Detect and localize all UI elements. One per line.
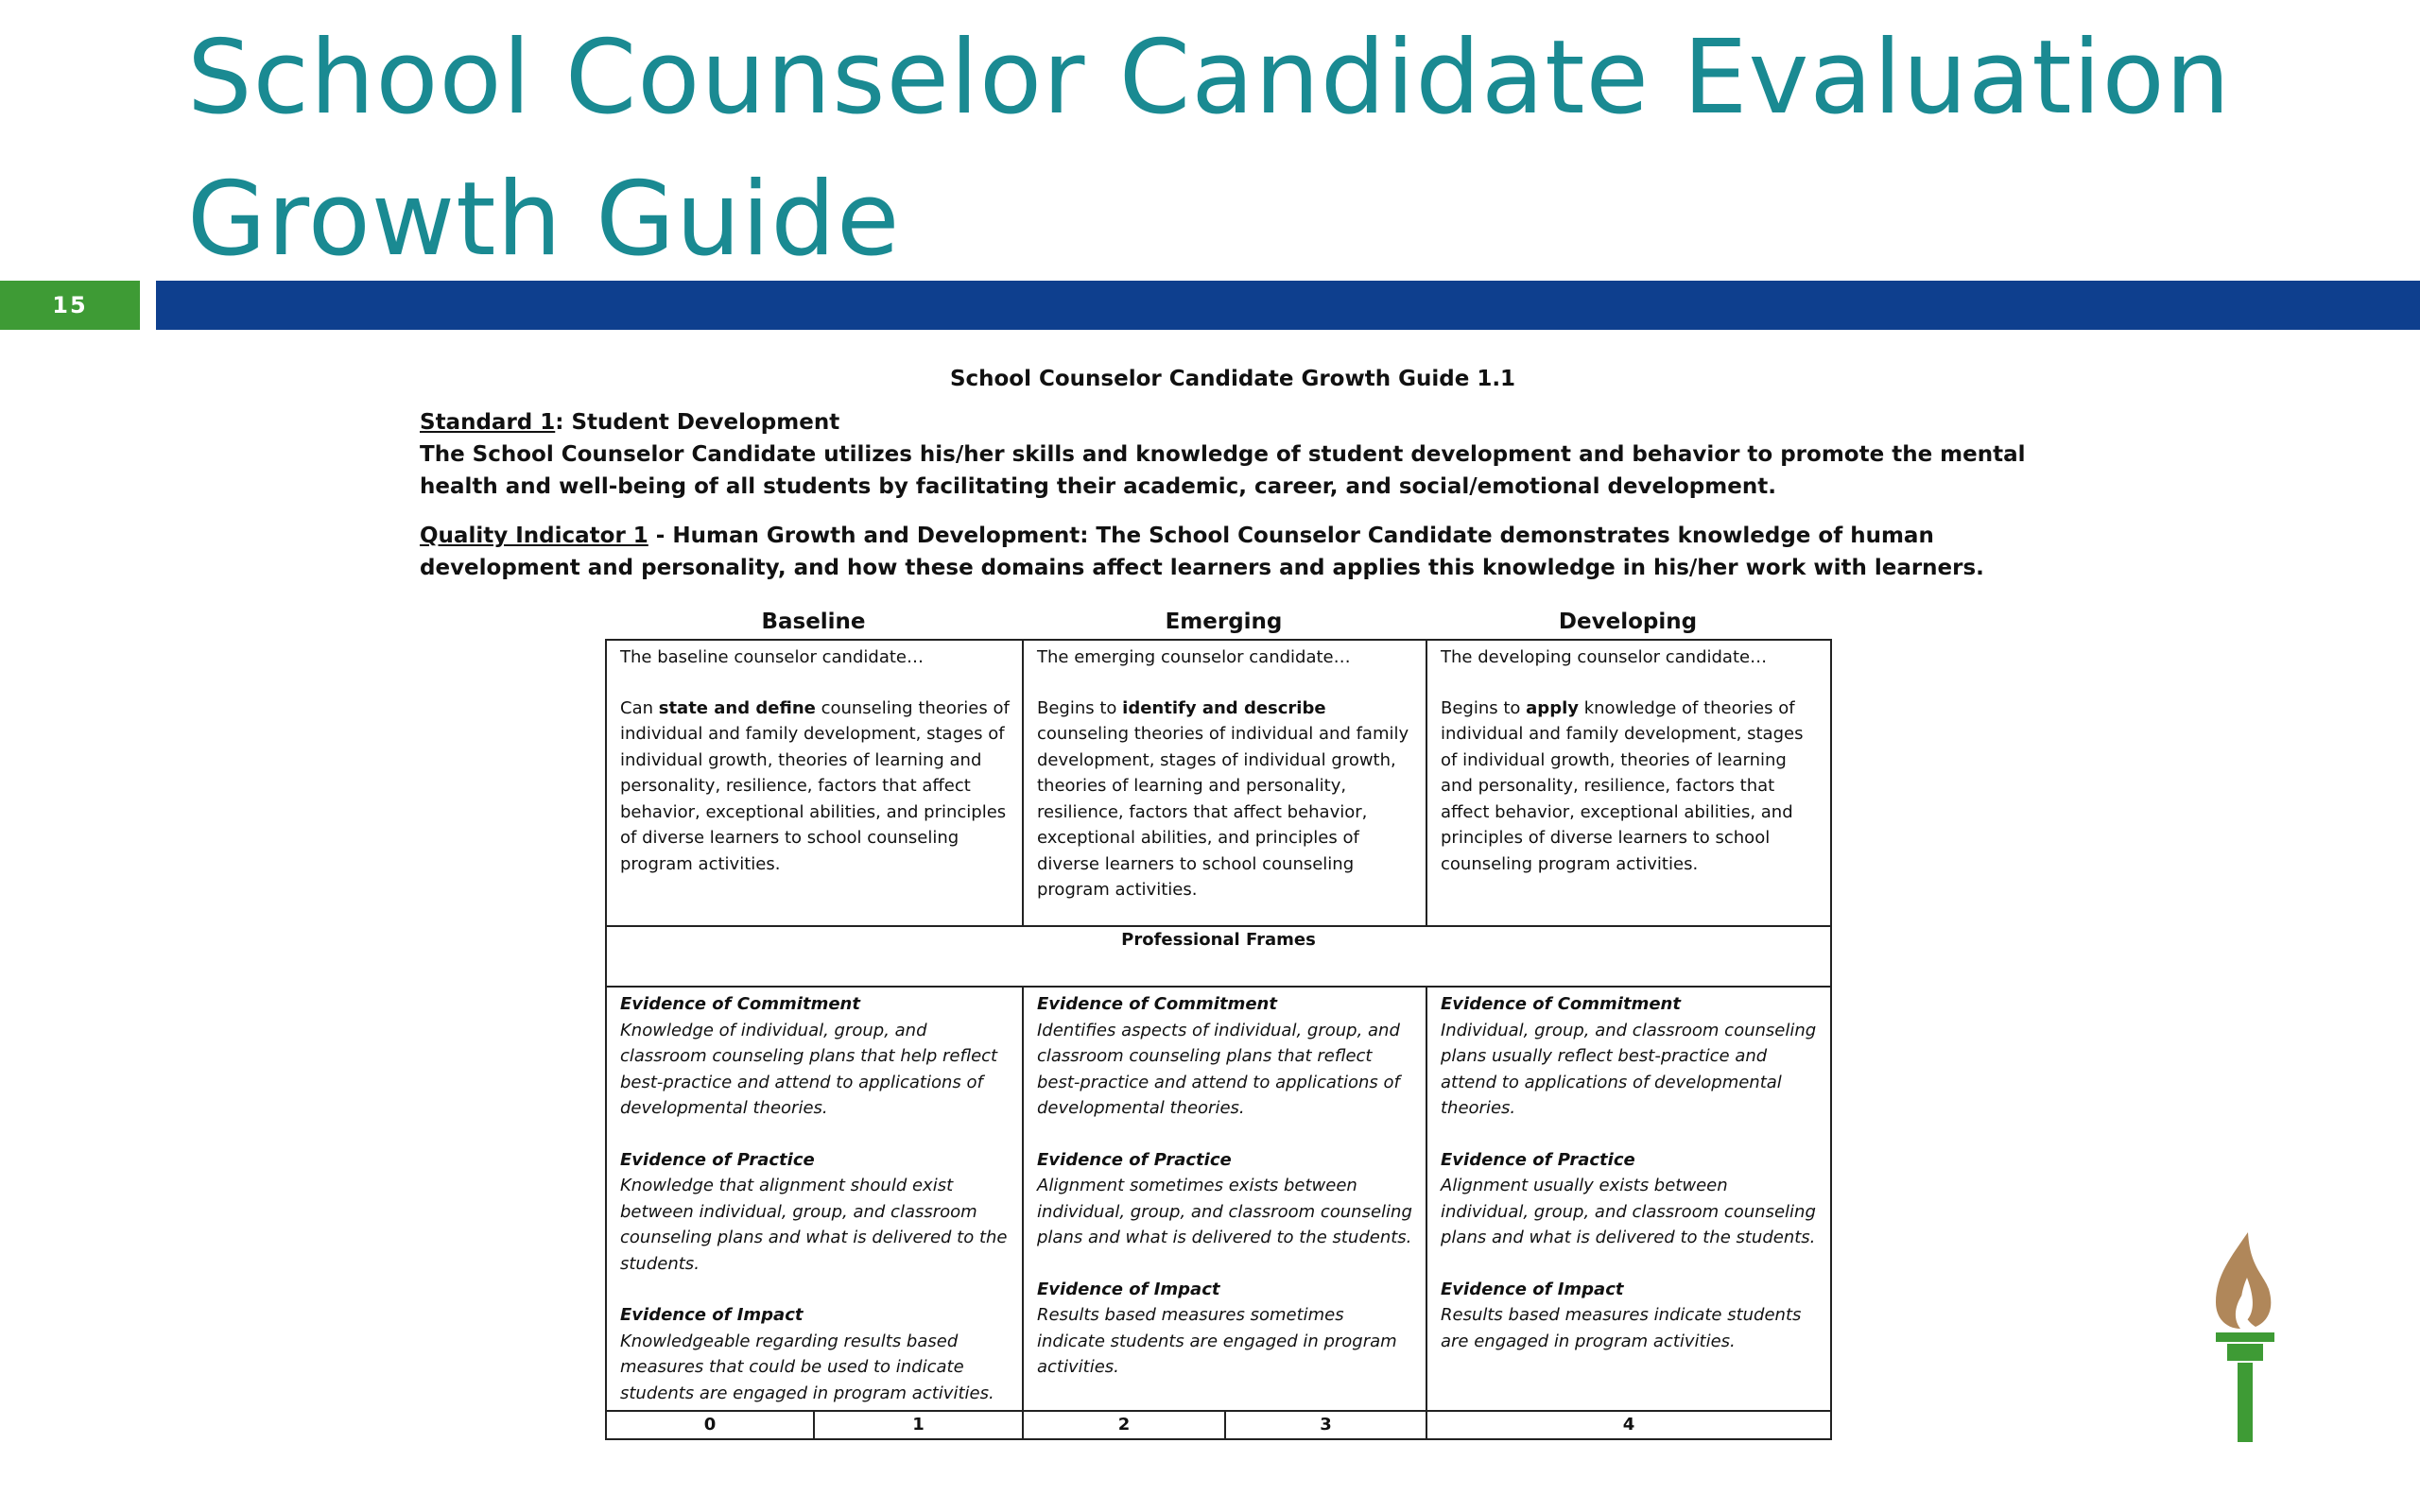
score-4: 4 xyxy=(1426,1411,1831,1439)
emerging-practice-text: Alignment sometimes exists between individual, group, and classroom counseling plans and what is delivered to the students. xyxy=(1037,1176,1412,1247)
slide-title-line-2: Growth Guide xyxy=(187,161,901,279)
emerging-description-cell xyxy=(1023,640,1426,926)
emerging-impact-heading: Evidence of Impact xyxy=(1037,1279,1220,1299)
emerging-commitment-heading: Evidence of Commitment xyxy=(1037,994,1277,1014)
rubric-description-row xyxy=(606,640,1831,926)
torch-cup xyxy=(2227,1344,2263,1361)
emerging-description: Begins to identify and describe counseling theories of individual and family development, stages of individual growth, theories of learning and personality, resilience, factors that affect behavior, exceptional abilities, and principles of diverse learners to school counseling program activities. xyxy=(1037,697,1409,900)
rubric xyxy=(605,605,1830,1440)
baseline-impact-text: Knowledgeable regarding results based measures that could be used to indicate students are engaged in program activities. xyxy=(620,1331,994,1403)
baseline-description: Can state and define counseling theories of individual and family development, stages of individual growth, theories of learning and personality, resilience, factors that affect behavior, exceptional abilities, and principles of diverse learners to school counseling program activities. xyxy=(620,697,1010,874)
baseline-description-cell xyxy=(606,640,1023,926)
quality-indicator-label: Quality Indicator 1 xyxy=(420,524,648,548)
rubric-table xyxy=(605,639,1832,1440)
slide-title xyxy=(187,8,2267,291)
header-rule-highlight xyxy=(383,330,2061,333)
emerging-intro: The emerging counselor candidate… xyxy=(1037,647,1351,667)
professional-frames-label: Professional Frames xyxy=(606,926,1831,987)
baseline-commitment-text: Knowledge of individual, group, and classroom counseling plans that help reflect best-practice and attend to applications of developmental theories. xyxy=(620,1020,998,1118)
quality-indicator-text: - Human Growth and Development: The School Counselor Candidate demonstrates knowledge of human development and personality, and how these domains affect learners and applies this knowledge in his/her work with learners. xyxy=(420,524,1984,580)
developing-commitment-heading: Evidence of Commitment xyxy=(1441,994,1681,1014)
header-developing: Developing xyxy=(1558,610,1698,634)
score-row xyxy=(606,1411,1831,1439)
emerging-evidence-cell xyxy=(1023,987,1426,1411)
professional-frames-row xyxy=(606,926,1831,987)
baseline-commitment-heading: Evidence of Commitment xyxy=(620,994,860,1014)
developing-impact-text: Results based measures indicate students are engaged in program activities. xyxy=(1441,1305,1802,1351)
quality-indicator xyxy=(420,520,2046,584)
developing-description-cell xyxy=(1426,640,1831,926)
score-2: 2 xyxy=(1023,1411,1225,1439)
baseline-impact-heading: Evidence of Impact xyxy=(620,1305,804,1325)
standard-label: Standard 1 xyxy=(420,410,556,435)
page-number-badge: 15 xyxy=(0,281,140,330)
standard-name: : Student Development xyxy=(555,410,840,435)
emerging-practice-heading: Evidence of Practice xyxy=(1037,1149,1232,1170)
developing-practice-text: Alignment usually exists between individual, group, and classroom counseling plans and what is delivered to the students. xyxy=(1441,1176,1816,1247)
developing-evidence-cell xyxy=(1426,987,1831,1411)
baseline-evidence-cell xyxy=(606,987,1023,1411)
developing-impact-heading: Evidence of Impact xyxy=(1441,1279,1624,1299)
torch-handle xyxy=(2238,1363,2253,1442)
standard-heading xyxy=(420,406,2046,438)
emerging-impact-text: Results based measures sometimes indicate students are engaged in program activities. xyxy=(1037,1305,1397,1377)
baseline-intro: The baseline counselor candidate… xyxy=(620,647,924,667)
header-emerging: Emerging xyxy=(1165,610,1283,634)
developing-commitment-text: Individual, group, and classroom counseling plans usually reflect best-practice and attend to applications of developmental theories. xyxy=(1441,1020,1817,1118)
standard-text: The School Counselor Candidate utilizes his/her skills and knowledge of student development and behavior to promote the mental health and well-being of all students by facilitating their academic, career, and social/emotional development. xyxy=(420,442,2026,499)
header-baseline: Baseline xyxy=(761,610,866,634)
score-1: 1 xyxy=(814,1411,1023,1439)
baseline-practice-heading: Evidence of Practice xyxy=(620,1149,815,1170)
emerging-commitment-text: Identifies aspects of individual, group, and classroom counseling plans that reflect best-practice and attend to applications of developmental theories. xyxy=(1037,1020,1400,1118)
slide-title-line-1: School Counselor Candidate Evaluation xyxy=(187,19,2232,137)
score-3: 3 xyxy=(1225,1411,1426,1439)
torch-cup-top xyxy=(2216,1332,2274,1342)
baseline-practice-text: Knowledge that alignment should exist between individual, group, and classroom counseling plans and what is delivered to the students. xyxy=(620,1176,1008,1274)
developing-description: Begins to apply knowledge of theories of individual and family development, stages of individual growth, theories of learning and personality, resilience, factors that affect behavior, exceptional abilities, and principles of diverse learners to school counseling program activities. xyxy=(1441,697,1804,874)
score-0: 0 xyxy=(606,1411,814,1439)
torch-logo-icon xyxy=(2203,1228,2288,1446)
document-title: School Counselor Candidate Growth Guide 1.1 xyxy=(949,367,1516,391)
rubric-headers xyxy=(605,605,1830,639)
developing-practice-heading: Evidence of Practice xyxy=(1441,1149,1635,1170)
header-rule-bar xyxy=(156,281,2420,330)
document-image xyxy=(420,359,2046,584)
rubric-evidence-row xyxy=(606,987,1831,1411)
developing-intro: The developing counselor candidate… xyxy=(1441,647,1768,667)
